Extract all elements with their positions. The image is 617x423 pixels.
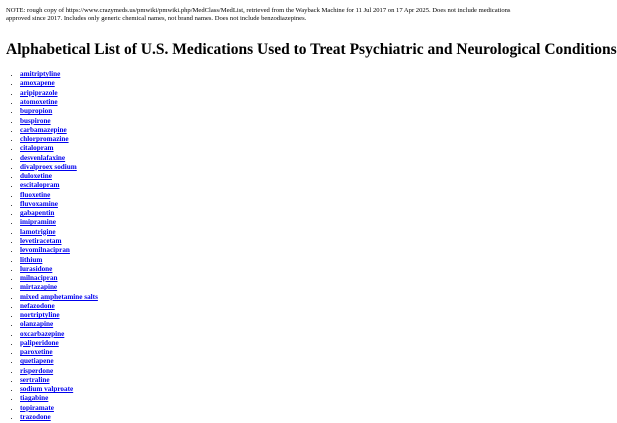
list-item xyxy=(20,228,534,237)
list-item xyxy=(20,348,534,357)
list-item xyxy=(20,302,534,311)
medication-link[interactable]: paroxetine xyxy=(20,348,53,357)
list-item xyxy=(20,413,534,422)
medication-link[interactable]: duloxetine xyxy=(20,172,52,181)
medication-link[interactable]: divalproex sodium xyxy=(20,162,77,171)
list-item xyxy=(20,367,534,376)
list-item xyxy=(20,200,534,209)
list-item xyxy=(20,283,534,292)
page-title: Alphabetical List of U.S. Medications Used to Treat Psychiatric and Neurological Conditions xyxy=(6,41,617,59)
medication-link[interactable]: mixed amphetamine salts xyxy=(20,292,98,301)
list-item xyxy=(20,70,534,79)
medication-link[interactable]: amitriptyline xyxy=(20,70,61,79)
medication-link[interactable]: quetiapene xyxy=(20,357,54,366)
medication-link[interactable]: topiramate xyxy=(20,403,54,412)
medication-link[interactable]: escitalopram xyxy=(20,181,60,190)
medication-link[interactable]: milnacipran xyxy=(20,274,58,283)
list-item xyxy=(20,357,534,366)
list-item xyxy=(20,404,534,413)
medication-link[interactable]: fluvoxamine xyxy=(20,199,58,208)
list-item xyxy=(20,89,534,98)
list-item xyxy=(20,135,534,144)
list-item xyxy=(20,330,534,339)
medication-link[interactable]: lamotrigine xyxy=(20,227,56,236)
list-item xyxy=(20,385,534,394)
list-item xyxy=(20,126,534,135)
list-item xyxy=(20,181,534,190)
medication-link[interactable]: gabapentin xyxy=(20,209,55,218)
medication-link[interactable]: amoxapene xyxy=(20,79,55,88)
medication-link[interactable]: risperdone xyxy=(20,366,54,375)
medication-link[interactable]: sertraline xyxy=(20,375,50,384)
medication-link[interactable]: lurasidone xyxy=(20,264,53,273)
list-item xyxy=(20,163,534,172)
medication-link[interactable]: oxcarbazepine xyxy=(20,329,65,338)
medication-link[interactable]: aripiprazole xyxy=(20,88,58,97)
medication-link[interactable]: carbamazepine xyxy=(20,125,67,134)
list-item xyxy=(20,256,534,265)
medication-link[interactable]: atomoxetine xyxy=(20,97,58,106)
medication-link[interactable]: desvenlafaxine xyxy=(20,153,66,162)
list-item xyxy=(20,237,534,246)
medication-link[interactable]: imipramine xyxy=(20,218,56,227)
medication-link[interactable]: sodium valproate xyxy=(20,385,74,394)
list-item xyxy=(20,144,534,153)
medication-link[interactable]: citalopram xyxy=(20,144,54,153)
list-item xyxy=(20,154,534,163)
list-item xyxy=(20,209,534,218)
medication-link[interactable]: bupropion xyxy=(20,107,53,116)
medication-link[interactable]: levomilnacipran xyxy=(20,246,70,255)
medication-link[interactable]: nefazodone xyxy=(20,301,55,310)
list-item xyxy=(20,394,534,403)
medication-list xyxy=(6,70,534,422)
list-item xyxy=(20,191,534,200)
list-item xyxy=(20,98,534,107)
list-item xyxy=(20,265,534,274)
list-item xyxy=(20,79,534,88)
medication-link[interactable]: chlorpromazine xyxy=(20,135,69,144)
medication-link[interactable]: olanzapine xyxy=(20,320,54,329)
list-item xyxy=(20,376,534,385)
list-item xyxy=(20,218,534,227)
list-item xyxy=(20,320,534,329)
medication-link[interactable]: buspirone xyxy=(20,116,51,125)
list-item xyxy=(20,293,534,302)
list-item xyxy=(20,339,534,348)
list-item xyxy=(20,311,534,320)
medication-link[interactable]: mirtazapine xyxy=(20,283,58,292)
medication-link[interactable]: paliperidone xyxy=(20,338,59,347)
medication-link[interactable]: trazodone xyxy=(20,413,51,422)
medication-link[interactable]: fluoxetine xyxy=(20,190,51,199)
list-item xyxy=(20,246,534,255)
list-item xyxy=(20,274,534,283)
list-item xyxy=(20,107,534,116)
list-item xyxy=(20,117,534,126)
medication-link[interactable]: levetiracetam xyxy=(20,236,62,245)
medication-link[interactable]: lithium xyxy=(20,255,43,264)
source-note: NOTE: rough copy of https://www.crazymeds.us/pmwiki/pmwiki.php/MedClass/MedList, retrieved from the Wayback Machine for 11 Jul 2017 on 17 Apr 2025. Does not include medications approved since 2017. Includes only generic chemical names, not brand names. Does not include benzodiazepines. xyxy=(6,7,511,22)
medication-link[interactable]: tiagabine xyxy=(20,394,49,403)
list-item xyxy=(20,172,534,181)
medication-link[interactable]: nortriptyline xyxy=(20,311,60,320)
